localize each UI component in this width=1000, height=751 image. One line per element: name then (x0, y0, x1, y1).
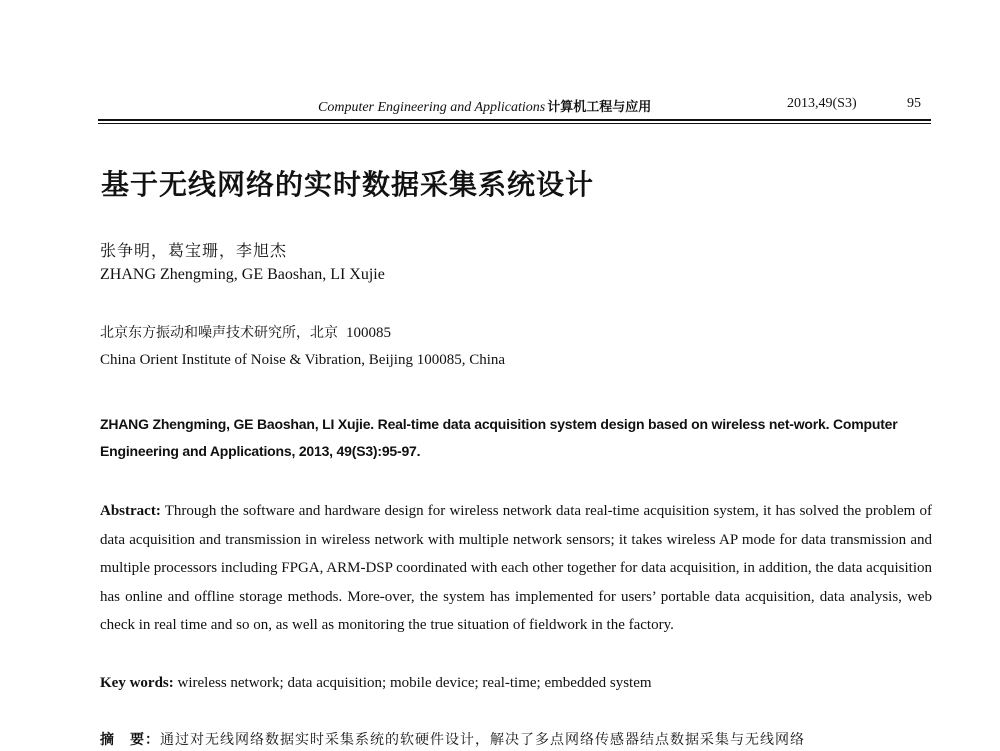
year-volume: 2013,49(S3) (787, 96, 857, 111)
running-head (318, 96, 651, 116)
journal-name-en: Computer Engineering and Applications (318, 100, 546, 115)
header-rule-thick (98, 119, 931, 121)
affiliation-cn (100, 322, 391, 342)
abstract-cn-label: 摘 要： (100, 732, 160, 748)
affiliation-cn-text: 北京东方振动和噪声技术研究所，北京 (100, 325, 338, 341)
abstract-cn (100, 729, 805, 749)
abstract-text: Through the software and hardware design for wireless network data real-time acquisition system, it has solved the problem of data acquisition and transmission in wireless network with multiple network sensors; it takes wireless AP mode for data transmission and multiple processors including FPGA, ARM-DSP coordinated with each other together for data acquisition, in addition, the data acquisition has online and offline storage methods. More-over, the system has implemented for users’ portable data acquisition, data analysis, web check in real time and so on, as well as monitoring the true situation of fieldwork in the factory. (100, 503, 932, 633)
affiliation-cn-zip: 100085 (346, 325, 391, 341)
keywords-label: Key words: (100, 675, 174, 691)
authors-en: ZHANG Zhengming, GE Baoshan, LI Xujie (100, 266, 385, 283)
citation: ZHANG Zhengming, GE Baoshan, LI Xujie. Real-time data acquisition system design based on wireless net-work. Computer Engineering and Applications, 2013, 49(S3):95-97. (100, 416, 898, 459)
page-number: 95 (907, 96, 921, 111)
header-rule-thin (98, 123, 931, 124)
abstract-label: Abstract: (100, 503, 161, 519)
journal-name-cn: 计算机工程与应用 (547, 100, 652, 115)
article-title-cn: 基于无线网络的实时数据采集系统设计 (101, 168, 595, 201)
keywords-text: wireless network; data acquisition; mobile device; real-time; embedded system (173, 675, 652, 691)
authors-cn: 张争明，葛宝珊，李旭杰 (100, 241, 288, 260)
abstract-en (100, 497, 932, 640)
keywords-en (100, 675, 652, 692)
abstract-cn-text: 通过对无线网络数据实时采集系统的软硬件设计，解决了多点网络传感器结点数据采集与无线网络 (160, 732, 805, 748)
affiliation-en: China Orient Institute of Noise & Vibration, Beijing 100085, China (100, 352, 506, 368)
